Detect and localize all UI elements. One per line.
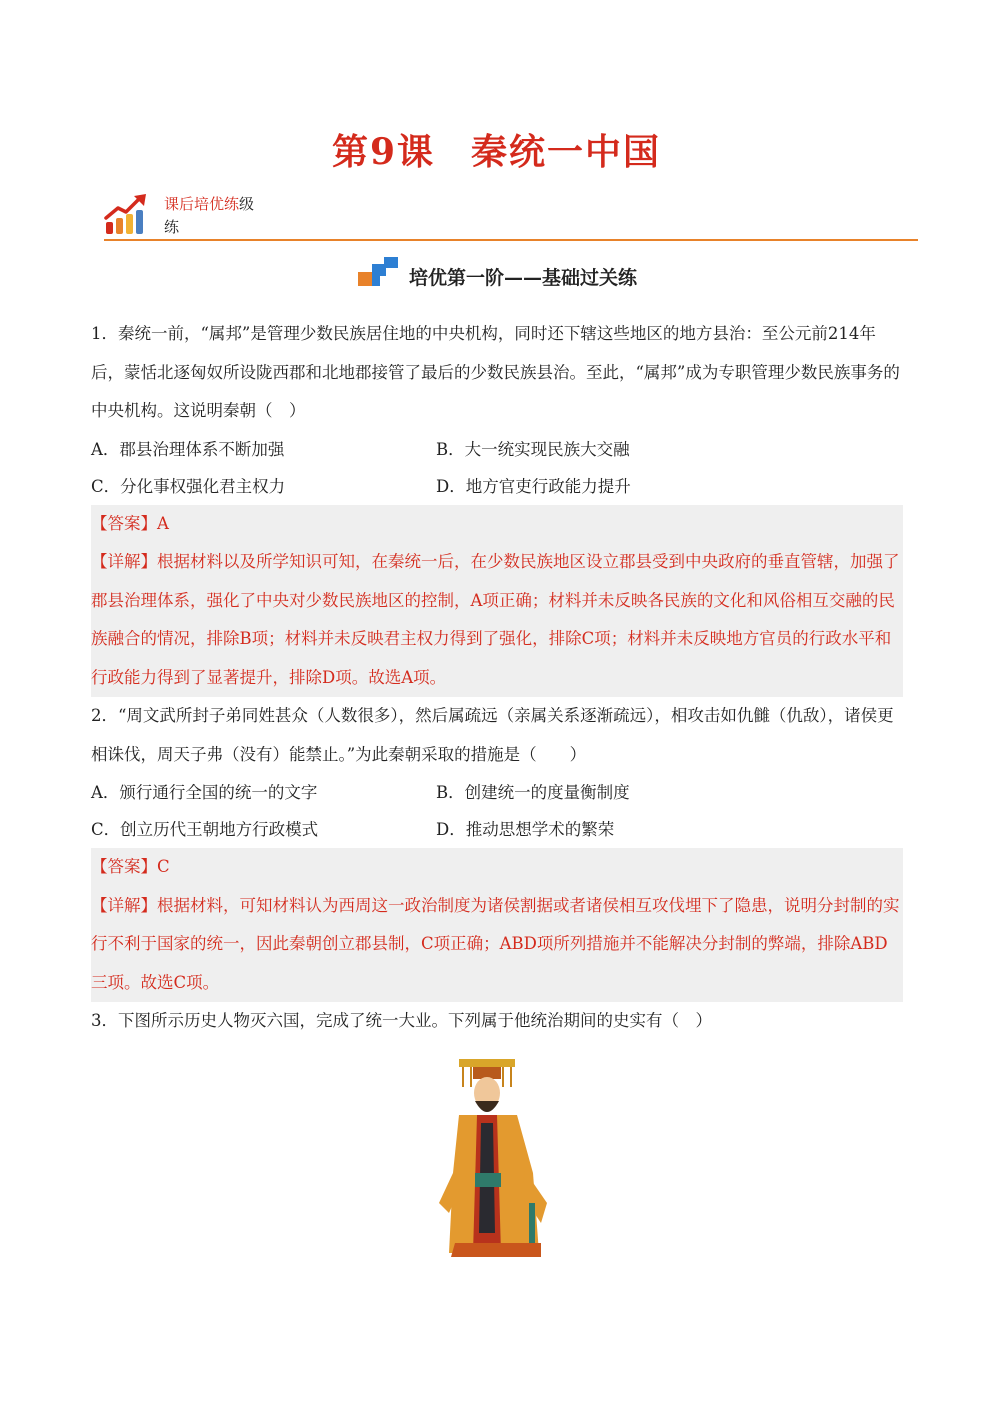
question-1-options (91, 431, 903, 505)
answer-label: 【答案】A (91, 513, 169, 533)
lesson-number: 第9课 (331, 131, 436, 173)
answer-label: 【答案】C (91, 857, 170, 876)
section-heading (0, 256, 993, 290)
emperor-portrait-image (429, 1053, 563, 1263)
header-divider (104, 239, 918, 241)
option-a: A．郡县治理体系不断加强 (91, 439, 285, 459)
explanation-text: 【详解】根据材料以及所学知识可知，在秦统一后，在少数民族地区设立郡县受到中央政府的垂直管辖，加强了郡县治理体系，强化了中央对少数民族地区的控制，A项正确；材料并未反映各民族的文化和风俗相互交融的民族融合的情况，排除B项；材料并未反映君主权力得到了强化，排除C项；材料并未反映地方官员的行政水平和行政能力得到了显著提升，排除D项。故选A项。 (91, 552, 900, 687)
question-1-stem: 1．秦统一前，“属邦”是管理少数民族居住地的中央机构，同时还下辖这些地区的地方县治：至公元前214年后，蒙恬北逐匈奴所设陇西郡和北地郡接管了最后的少数民族县治。至此，“属邦”成为专职管理少数民族事务的中央机构。这说明秦朝（ ） (91, 324, 900, 420)
question-1-answer-box (91, 505, 903, 698)
option-d: D．推动思想学术的繁荣 (436, 820, 615, 839)
question-2-answer-box (91, 848, 903, 1002)
explanation-text: 【详解】根据材料，可知材料认为西周这一政治制度为诸侯割据或者诸侯相互攻伐埋下了隐患，说明分封制的实行不利于国家的统一，因此秦朝创立郡县制，C项正确；ABD项所列措施并不能解决分封制的弊端，排除ABD三项。故选C项。 (91, 895, 900, 992)
section-title: 培优第一阶——基础过关练 (409, 266, 638, 289)
lesson-title (0, 124, 993, 175)
option-d: D．地方官吏行政能力提升 (436, 476, 631, 496)
question-2-stem: 2．“周文武所封子弟同姓甚众（人数很多），然后属疏远（亲属关系逐渐疏远），相攻击如仇雠（仇敌），诸侯更相诛伐，周天子弗（没有）能禁止。”为此秦朝采取的措施是（ ） (91, 706, 894, 764)
question-2-options (91, 774, 903, 848)
option-c: C．创立历代王朝地方行政模式 (91, 820, 319, 839)
option-b: B．创建统一的度量衡制度 (436, 783, 630, 802)
header-label: 课后培优练级 练 (164, 195, 255, 236)
lesson-name: 秦统一中国 (471, 131, 662, 173)
rising-chart-icon (104, 192, 152, 236)
question-3-stem: 3．下图所示历史人物灭六国，完成了统一大业。下列属于他统治期间的史实有（ ） (91, 1011, 712, 1030)
stairs-icon (356, 256, 400, 290)
option-b: B．大一统实现民族大交融 (436, 439, 630, 459)
option-c: C．分化事权强化君主权力 (91, 476, 286, 496)
question-list (91, 315, 903, 1263)
option-a: A．颁行通行全国的统一的文字 (91, 783, 318, 802)
